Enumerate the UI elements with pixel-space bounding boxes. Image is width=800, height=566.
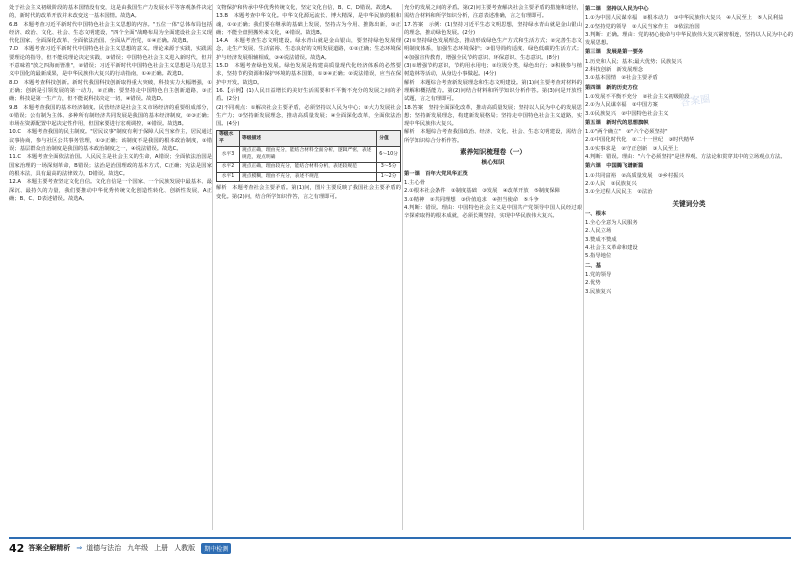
paragraph: 1.①共同富裕 ②高质量发展 ③乡村振兴 (585, 172, 684, 179)
paragraph: 1.①"两个确立" ②"六个必须坚持" (585, 129, 668, 136)
column-4 (585, 4, 793, 530)
paragraph: 17.答案 示例：(1)坚持习近平生态文明思想，坚持绿水青山就是金山银山的理念，推动绿色发展。(2分) (404, 21, 582, 36)
publisher-label: 人教版 (174, 544, 196, 552)
paragraph: 2.①为人民谋幸福 ②中国方案 (585, 102, 658, 109)
paragraph: (2)①坚持绿色发展理念，推动形成绿色生产方式和生活方式；②完善生态文明制度体系，加强生态环境保护；③倡导简约适度、绿色低碳的生活方式；④加强宣传教育，增强全民节约意识、环保意识、生态意识。(8分) (404, 38, 582, 61)
paragraph: (2)不同观点：①解决社会主要矛盾，必须坚持以人民为中心；②大力发展社会生产力；③坚持新发展理念，推动高质量发展；④全面深化改革，全面依法治国。(4分) (216, 104, 401, 128)
paragraph: 3.判断：正确。理由：党的初心使命与中华民族伟大复兴紧密相连，坚持以人民为中心的发展思想。 (585, 31, 793, 47)
column-2 (216, 4, 401, 530)
list-item: 1.全心全意为人民服务 (585, 220, 638, 227)
section-title: 关键词分类 (672, 199, 706, 208)
table-cell: 水平3 (217, 147, 240, 163)
table-cell: 6～10分 (377, 147, 401, 163)
paragraph: 充分的发展之间的矛盾。第(2)问主要考查解决社会主要矛盾的措施和途径，需结合材料和所学知识分析，注意表述准确，言之有理即可。 (404, 5, 582, 20)
volume-label: 上册 (154, 544, 169, 552)
book-title: 答案全解精析 (28, 544, 71, 552)
list-item: 4.社会主义革命和建设 (585, 245, 638, 252)
paragraph: 11.C 本题考查全面依法治国。人民民主是社会主义的生命，A错误；全面依法治国是国家治理的一场深刻革命，B错误；法治是治国理政的基本方式，C正确；宪法是国家的根本法，具有最高的法律效力，D错误。故选C。 (9, 154, 212, 177)
paragraph: 3.①全过程人民民主 ②法治 (585, 189, 653, 196)
table-cell: 3～5分 (377, 163, 401, 173)
list-item: 2.人民立场 (585, 228, 612, 235)
paragraph: 13.B 本题考查中华文化。中华文化源远流长、博大精深，是中华民族的根和魂，①②正确；我们要在继承的基础上发展，坚持古为今用、推陈出新，③正确；不能全盘照搬外来文化，④错误。故选B。 (216, 13, 401, 36)
column-divider (402, 4, 403, 530)
table-row (217, 163, 401, 173)
paragraph: 3.①实事求是 ②守正创新 ③人民至上 (585, 145, 679, 152)
lesson-title: 第一课 百年大党风华正茂 (404, 170, 468, 177)
paragraph: 处于社会主义初级阶段的基本国情没有变，这是由我国生产力发展水平等客观条件决定的，新时代的改革开放并未改变这一基本国情。故选A。 (9, 5, 212, 20)
list-item: 1.党的领导 (585, 271, 612, 278)
table-header-cell: 等级水平 (217, 131, 240, 147)
grade-label: 九年级 (127, 544, 149, 552)
paragraph: 3.①精神 ②共同理想 ③价值追求 ④担当使命 ⑤斗争 (404, 196, 539, 203)
table-row (217, 147, 401, 163)
paragraph: 1.①为中国人民谋幸福 ②根本动力 ③中华民族伟大复兴 ④人民至上 ⑤人民利益 (585, 15, 784, 22)
lesson-title: 第四课 新的历史方位 (585, 84, 638, 91)
lesson-title: 第六课 中国腾飞谱新篇 (585, 163, 644, 170)
table-cell: 水平2 (217, 163, 240, 173)
paragraph: 解析 本题综合考查新发展理念和生态文明建设。第(1)问主要考查对材料的理解和概括能力。第(2)问结合材料和所学知识分析作答。第(3)问是开放性试题，言之有理即可。 (404, 79, 582, 103)
paragraph: 3.①民族复兴 ②中国特色社会主义 (585, 110, 669, 117)
table-header-cell: 等级描述 (239, 131, 376, 147)
paragraph: 2.①中国化时代化 ②二十一世纪 ③时代精华 (585, 137, 695, 144)
lesson-title: 第二课 坚持以人民为中心 (585, 6, 649, 12)
paragraph: 1.主心骨 (404, 179, 425, 186)
section-title: 素养知识梳理卷（一） (460, 148, 526, 157)
paragraph: 4.判断：错误。理由：中国特色社会主义是中国共产党领导中国人民经过艰辛探索取得的根本成就，必须长期坚持，实现中华民族伟大复兴。 (404, 204, 582, 220)
paragraph: 7.D 本题考查习近平新时代中国特色社会主义思想的意义。理论来源于实践，实践需要理论的指导，但不能说理论决定实践，③错误；中国特色社会主义进入新时代，但并不意味着"放之四海而皆准"，②错误；习近平新时代中国特色社会主义思想是马克思主义中国化的最新成果，是中华民族伟大复兴的行动指南，①④正确。故选D。 (9, 46, 212, 78)
paragraph: 14.A 本题考查生态文明建设。绿水青山就是金山银山，要坚持绿色发展理念，走生产发展、生活富裕、生态良好的文明发展道路，①②正确；生态环境保护与经济发展相辅相成，③④说法错误。故选A。 (216, 38, 401, 61)
paragraph: 2.①坚持党的领导 ②人民当家作主 ③依法治国 (585, 23, 700, 30)
table-cell: 1～2分 (377, 172, 401, 182)
table-cell: 水平1 (217, 172, 240, 182)
list-item: 5.指导地位 (585, 253, 612, 260)
subject-label: 道德与法治 (86, 544, 122, 552)
double-arrow-icon: ⇒ (76, 544, 83, 552)
table-cell: 观点模糊，理由不充分，表述不规范 (239, 172, 376, 182)
page-footer (9, 537, 791, 557)
paragraph: 8.D 本题考查科技创新。新时代我国科技创新取得重大突破，科技实力大幅增强，①正确；创新是引领发展的第一动力，②正确；要坚持走中国特色自主创新道路，③正确；科技是第一生产力，但不能说科技决定一切，④错误。故选D。 (9, 79, 212, 103)
paragraph: 10.C 本题考查我国的民主制度。"居民议事"制度有利于保障人民当家作主，居民通过议事协商，参与社区公共事务管理，①③正确；该制度不是我国的根本政治制度，②错误；基层群众自治制度是我国的基本政治制度之一，④说法错误。故选C。 (9, 129, 212, 153)
section-subtitle: 核心知识 (481, 160, 505, 167)
list-item: 2.优势 (585, 280, 601, 287)
page-number: 42 (9, 541, 25, 555)
paragraph: 1.①发展不平衡不充分 ②社会主义初级阶段 (585, 93, 690, 100)
list-item: 3.赞成不赞成 (585, 236, 617, 243)
column-divider (212, 4, 213, 530)
category-title: 二、基 (585, 262, 601, 269)
paragraph: (3)①增强节约意识，节约用水用电；②垃圾分类，绿色出行；③积极参与植树造林等活动，从身边小事做起。(4分) (404, 63, 582, 78)
paragraph: 文物保护和传承中华优秀传统文化，坚定文化自信，B、C、D错误。故选A。 (216, 5, 396, 11)
list-item: 3.民族复兴 (585, 288, 612, 295)
paragraph: 2.①人民 ②民族复兴 (585, 180, 637, 187)
paragraph: 6.B 本题考查习近平新时代中国特色社会主义思想的内容。"五位一体"总体布局包括经济、政治、文化、社会、生态文明建设，"四个全面"战略布局为全面建设社会主义现代化国家、全面深化改革、全面依法治国、全面从严治党，①④正确。故选B。 (9, 21, 212, 45)
table-row (217, 172, 401, 182)
paragraph: 2.①根本社会条件 ②制度基础 ③发展 ④改革开放 ⑤制度保障 (404, 188, 560, 195)
lesson-title: 第五课 新时代的思想旗帜 (585, 119, 649, 126)
table-header-row (217, 131, 401, 147)
column-3 (404, 4, 582, 530)
exam-badge: 期中检测 (201, 543, 231, 554)
paragraph: 12.A 本题主要考查坚定文化自信。文化自信是一个国家、一个民族发展中最基本、最深沉、最持久的力量，我们要推动中华优秀传统文化创造性转化、创新性发展，A正确；B、C、D表述错误。故选A。 (9, 179, 212, 202)
lesson-title: 第三课 发展是第一要务 (585, 49, 644, 56)
paragraph: 1.历史和人民；基本;最大优势；民族复兴 (585, 58, 682, 65)
table-cell: 观点正确，理由较充分，能结合材料分析，表述较规范 (239, 163, 376, 173)
grading-table (216, 130, 401, 182)
column-1 (9, 4, 212, 530)
category-title: 一、根本 (585, 210, 607, 217)
watermark: 答案圈 (679, 93, 711, 110)
column-divider (583, 4, 584, 530)
paragraph: 3.①基本国情 ②社会主要矛盾 (585, 75, 658, 82)
paragraph: 解析 本题考查社会主要矛盾。第(1)问，图片主要反映了我国社会主要矛盾的变化。第(2)问，结合所学知识作答，言之有理即可。 (216, 185, 401, 200)
paragraph: 16.【示例】(1)人民日益增长的美好生活需要和不平衡不充分的发展之间的矛盾。(2分) (216, 87, 401, 103)
paragraph: 2.科技创新 新发展理念 (585, 67, 644, 74)
paragraph: 解析 本题综合考查我国政治、经济、文化、社会、生态文明建设，需结合所学知识综合分析作答。 (404, 129, 582, 144)
table-cell: 观点正确，理由充分，能结合材料全面分析，逻辑严密，表述规范，观点明确 (239, 147, 376, 163)
paragraph: 18.答案 坚持全面深化改革，推动高质量发展；坚持以人民为中心的发展思想；坚持新发展理念，构建新发展格局；坚持走中国特色社会主义道路，实现中华民族伟大复兴。 (404, 104, 582, 128)
paragraph: 4.判断：错误。理由："六个必须坚持"是世界观、方法论和贯穿其中的立场观点方法。 (585, 154, 786, 161)
paragraph: 15.D 本题考查绿色发展。绿色发展是构建高质量现代化经济体系的必然要求，坚持节约资源和保护环境的基本国策，①③④正确；②说法错误，应当在保护中开发。故选D。 (216, 63, 401, 86)
table-header-cell: 分值 (377, 131, 401, 147)
paragraph: 9.B 本题考查我国的基本经济制度。民营经济是社会主义市场经济的重要组成部分，①错误；公有制为主体、多种所有制经济共同发展是我国的基本经济制度，②③正确；市场在资源配置中起决定性作用，但国家要进行宏观调控，④错误。故选B。 (9, 104, 212, 128)
